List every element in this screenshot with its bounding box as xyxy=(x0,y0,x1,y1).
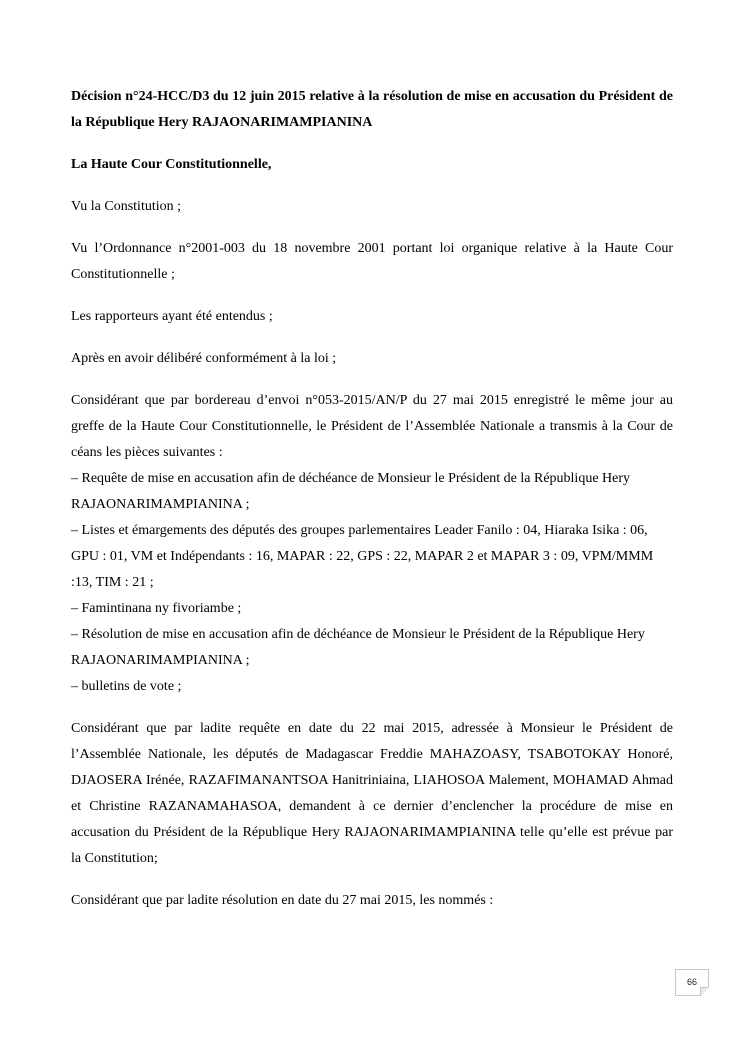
considerant-requete: Considérant que par ladite requête en date du 22 mai 2015, adressée à Monsieur le Président de l’Assemblée Nationale, les députés de Madagascar Freddie MAHAZOASY, TSABOTOKAY Honoré, DJAOSERA Irénée, RAZAFIMANANTSOA Hanitriniaina, LIAHOSOA Malement, MOHAMAD Ahmad et Christine RAZANAMAHASOA, demandent à ce dernier d’enclencher la procédure de mise en accusation du Président de la République Hery RAJAONARIMAMPIANINA telle qu’elle est prévue par la Constitution; xyxy=(71,721,673,866)
list-item: – Famintinana ny fivoriambe ; xyxy=(71,601,242,616)
rapporteurs-paragraph: Les rapporteurs ayant été entendus ; xyxy=(71,309,273,324)
page-number-text: 66 xyxy=(686,977,697,987)
decision-title: Décision n°24-HCC/D3 du 12 juin 2015 relative à la résolution de mise en accusation du Président de la République Hery RAJAONARIMAMPIANINA xyxy=(71,89,673,130)
list-item: – bulletins de vote ; xyxy=(71,679,182,694)
document-body xyxy=(71,84,673,930)
vu-ordonnance: Vu l’Ordonnance n°2001-003 du 18 novembre 2001 portant loi organique relative à la Haute Cour Constitutionnelle ; xyxy=(71,241,673,282)
considerant-resolution: Considérant que par ladite résolution en date du 27 mai 2015, les nommés : xyxy=(71,893,494,908)
considerant-intro: Considérant que par bordereau d’envoi n°053-2015/AN/P du 27 mai 2015 enregistré le même jour au greffe de la Haute Cour Constitutionnelle, le Président de l’Assemblée Nationale a transmis à la Cour de céans les pièces suivantes : xyxy=(71,393,673,460)
list-item: – Listes et émargements des députés des groupes parlementaires Leader Fanilo : 04, Hiaraka Isika : 06, GPU : 01, VM et Indépendants : 16, MAPAR : 22, GPS : 22, MAPAR 2 et MAPAR 3 : 09, VPM/MMM :13, TIM : 21 ; xyxy=(71,523,654,590)
considerant-pieces xyxy=(71,388,673,700)
list-item: – Requête de mise en accusation afin de déchéance de Monsieur le Président de la République Hery RAJAONARIMAMPIANINA ; xyxy=(71,471,631,512)
court-heading: La Haute Cour Constitutionnelle, xyxy=(71,157,272,172)
list-item: – Résolution de mise en accusation afin de déchéance de Monsieur le Président de la République Hery RAJAONARIMAMPIANINA ; xyxy=(71,627,645,668)
vu-constitution: Vu la Constitution ; xyxy=(71,199,181,214)
page-number xyxy=(675,969,709,996)
delibere-paragraph: Après en avoir délibéré conformément à la loi ; xyxy=(71,351,337,366)
page-fold-icon xyxy=(700,987,709,996)
